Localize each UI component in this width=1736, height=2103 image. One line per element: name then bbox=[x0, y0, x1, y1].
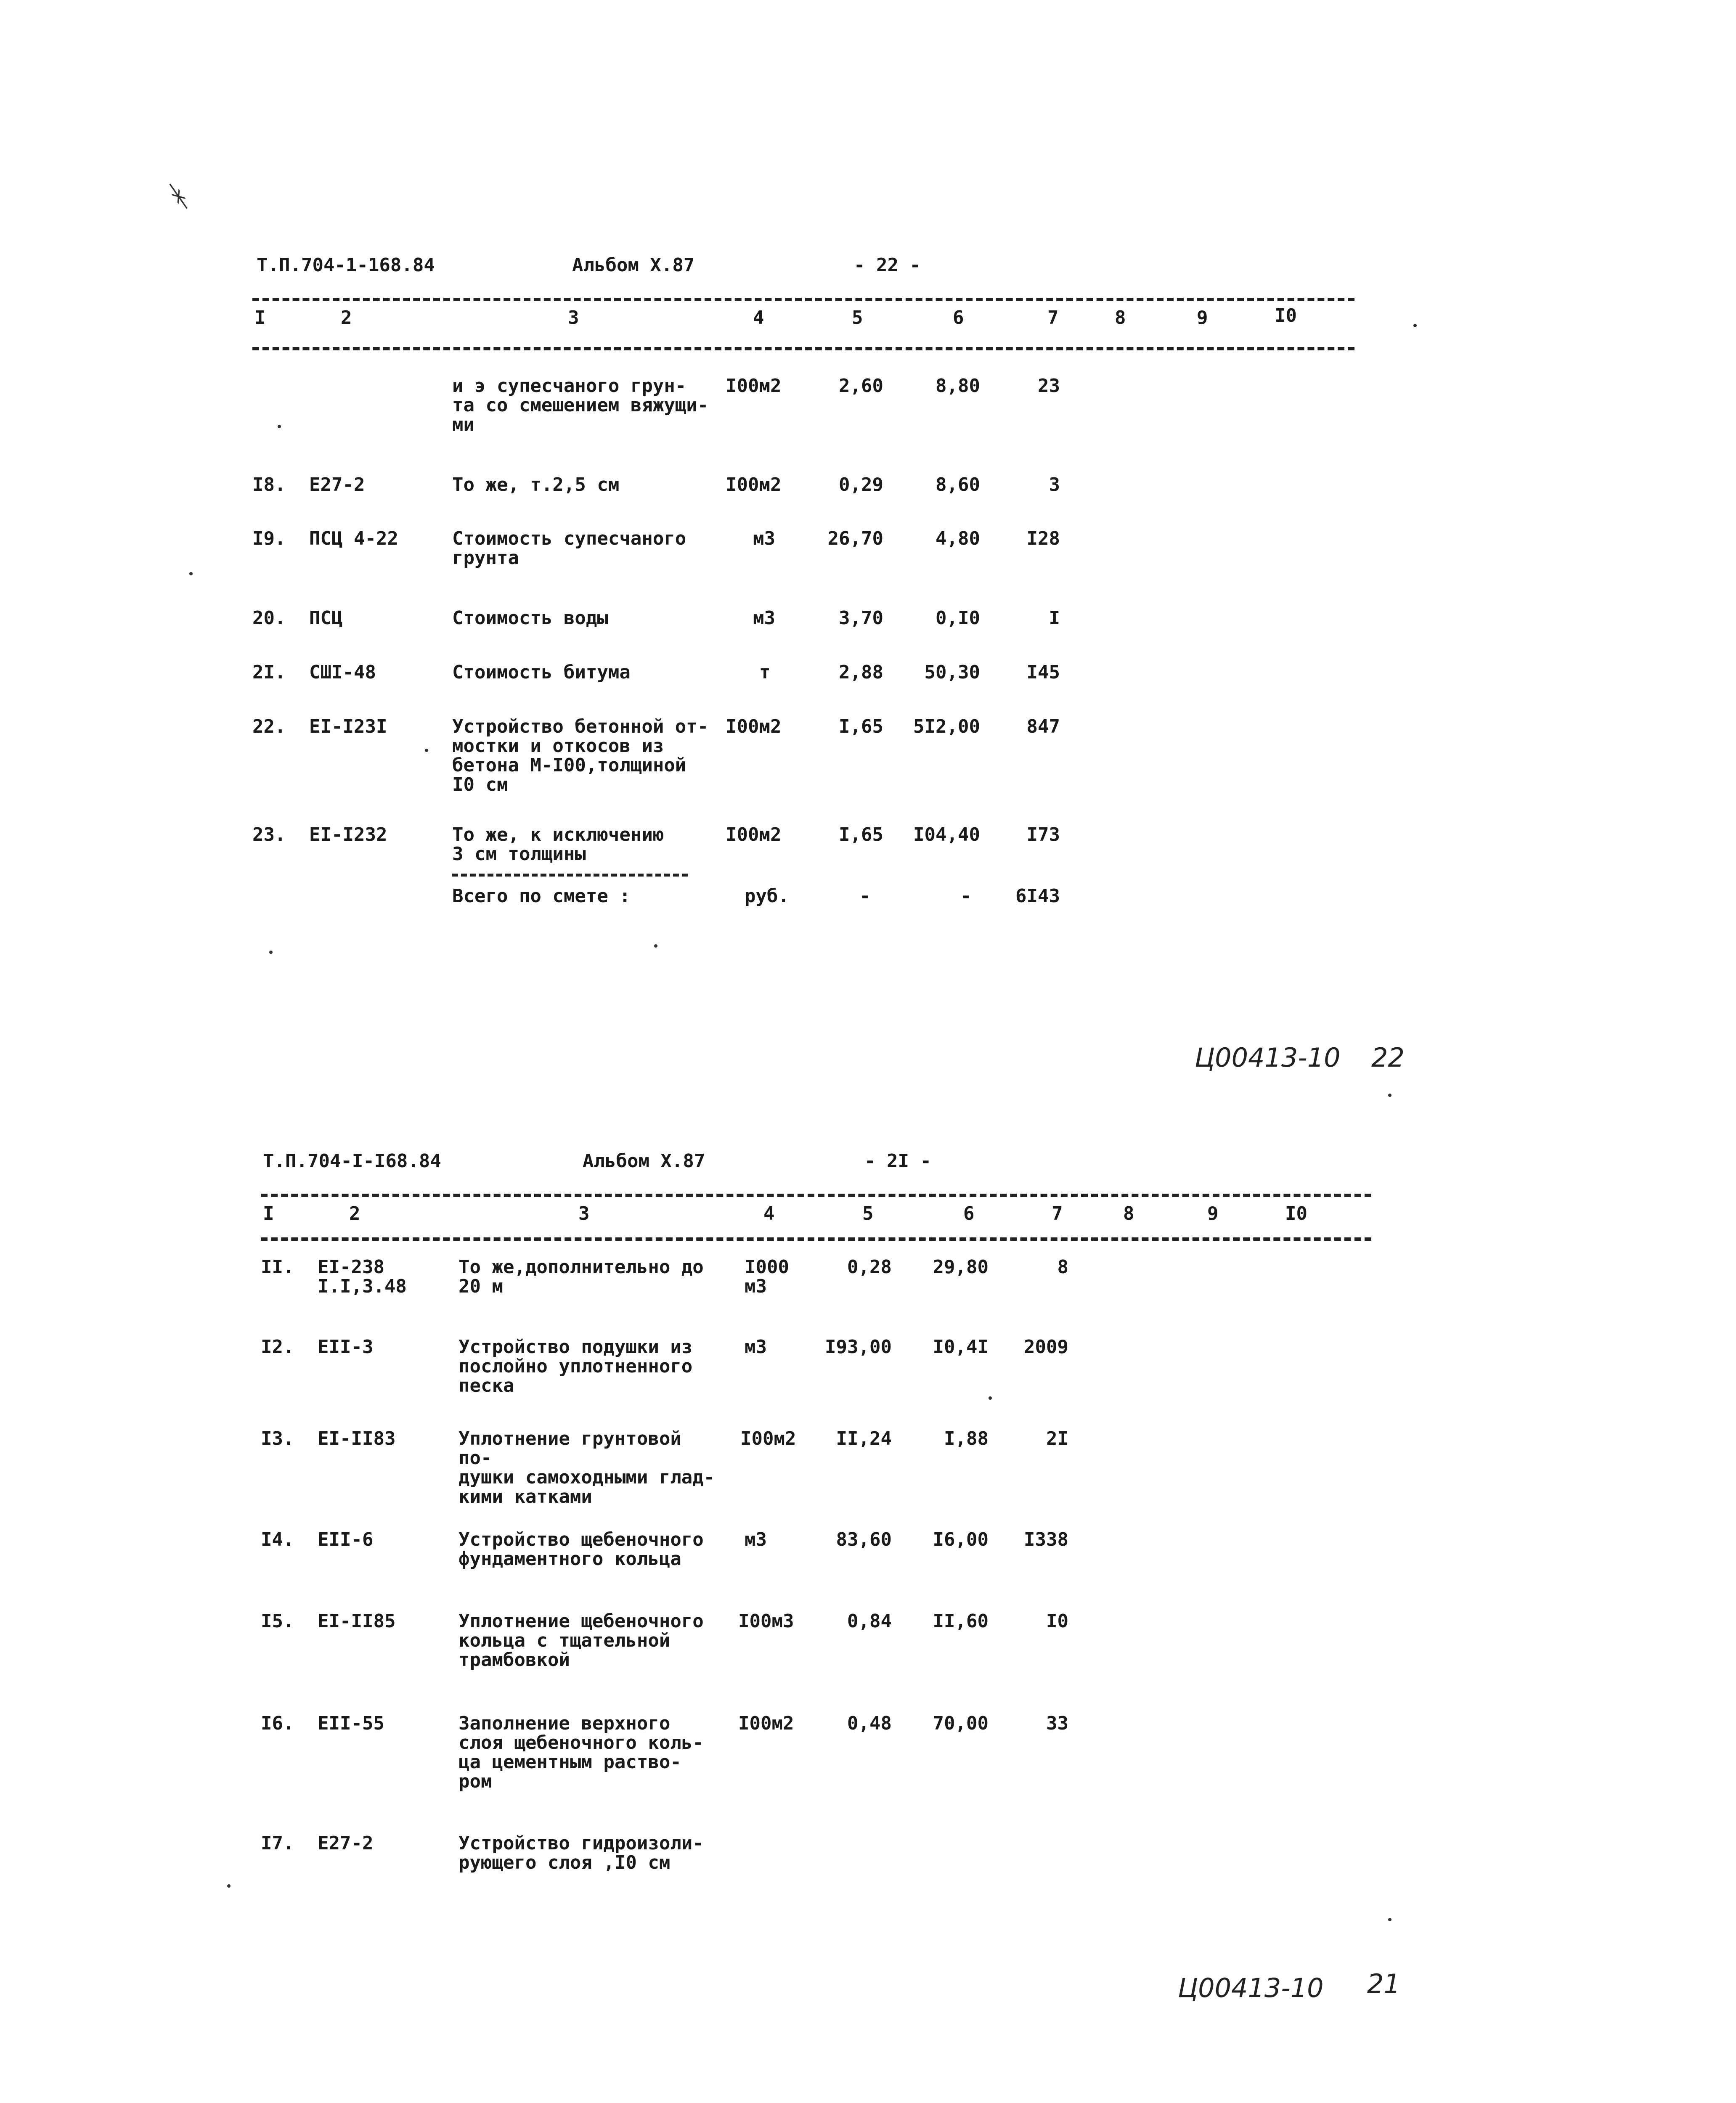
unit-price: II,60 bbox=[933, 1610, 989, 1632]
unit-price: 50,30 bbox=[924, 662, 980, 683]
total-cost: 23 bbox=[1038, 375, 1060, 397]
column-number: 9 bbox=[1207, 1203, 1219, 1224]
scan-speck bbox=[1388, 1918, 1391, 1921]
bottom-header-rule-1 bbox=[261, 1194, 1371, 1197]
column-number: 8 bbox=[1123, 1203, 1134, 1224]
scan-speck bbox=[278, 425, 281, 428]
quantity: 2,60 bbox=[839, 375, 883, 397]
work-name: Уплотнение грунтовой по- душки самоходными глад- кими катками bbox=[459, 1428, 715, 1507]
unit-price: I,88 bbox=[944, 1428, 989, 1449]
unit: м3 bbox=[745, 1529, 767, 1550]
row-number: I7. bbox=[261, 1833, 294, 1854]
work-name: Устройство бетонной от- мостки и откосов из бетона М-I00,толщиной I0 см bbox=[452, 716, 709, 795]
row-number: I4. bbox=[261, 1529, 294, 1550]
bottom-page-number: - 2I - bbox=[864, 1150, 931, 1172]
top-archive-cipher: Ц00413-10 bbox=[1195, 1042, 1341, 1073]
norm-code: Е27-2 bbox=[309, 474, 365, 495]
row-number: 23. bbox=[252, 824, 286, 845]
column-number: I bbox=[263, 1203, 274, 1224]
unit-price: 70,00 bbox=[933, 1713, 989, 1734]
top-header-rule-1 bbox=[252, 298, 1354, 301]
quantity: 26,70 bbox=[827, 528, 883, 549]
total-cost: I bbox=[1049, 607, 1060, 629]
unit: м3 bbox=[745, 1336, 767, 1358]
work-name: Устройство подушки из послойно уплотненного песка bbox=[459, 1336, 693, 1396]
unit: I00м2 bbox=[726, 375, 782, 397]
unit: I00м3 bbox=[738, 1610, 794, 1632]
quantity: 83,60 bbox=[836, 1529, 892, 1550]
row-number: 20. bbox=[252, 607, 286, 629]
column-number: 6 bbox=[963, 1203, 975, 1224]
top-page-number: - 22 - bbox=[854, 254, 921, 276]
norm-code: ПСЦ 4-22 bbox=[309, 528, 398, 549]
work-name: То же, к исключению 3 см толщины bbox=[452, 824, 664, 865]
work-name: Стоимость битума bbox=[452, 662, 631, 683]
unit-price: 0,I0 bbox=[936, 607, 980, 629]
quantity: I,65 bbox=[839, 824, 883, 845]
unit: т bbox=[759, 662, 771, 683]
row-number: I6. bbox=[261, 1713, 294, 1734]
quantity: 0,48 bbox=[847, 1713, 892, 1734]
column-number: 6 bbox=[953, 307, 964, 328]
quantity: 2,88 bbox=[839, 662, 883, 683]
quantity: I93,00 bbox=[825, 1336, 892, 1358]
norm-code: ЕI-238 I.I,3.48 bbox=[318, 1256, 407, 1297]
unit-price: 5I2,00 bbox=[913, 716, 980, 737]
column-number: 7 bbox=[1052, 1203, 1063, 1224]
total-cost: I338 bbox=[1024, 1529, 1068, 1550]
column-number: 3 bbox=[568, 307, 579, 328]
total-cost: 8 bbox=[1057, 1256, 1068, 1278]
total-cost: I0 bbox=[1046, 1610, 1068, 1632]
norm-code: СШI-48 bbox=[309, 662, 376, 683]
quantity: II,24 bbox=[836, 1428, 892, 1449]
bottom-album: Альбом Х.87 bbox=[583, 1150, 705, 1172]
norm-code: ЕII-55 bbox=[318, 1713, 384, 1734]
column-number: 2 bbox=[341, 307, 352, 328]
column-number: 9 bbox=[1197, 307, 1208, 328]
unit: I00м2 bbox=[738, 1713, 794, 1734]
scan-speck bbox=[989, 1396, 992, 1400]
quantity: 0,84 bbox=[847, 1610, 892, 1632]
norm-code: ЕI-II83 bbox=[318, 1428, 396, 1449]
top-doc-code: Т.П.704-1-168.84 bbox=[257, 254, 435, 276]
column-number: 2 bbox=[349, 1203, 360, 1224]
column-number: I0 bbox=[1275, 305, 1297, 326]
unit-price: 8,60 bbox=[936, 474, 980, 495]
scan-speck bbox=[189, 572, 193, 575]
total-price: - bbox=[960, 885, 972, 907]
unit: м3 bbox=[753, 607, 775, 629]
total-cost: 2009 bbox=[1024, 1336, 1068, 1358]
norm-code: ПСЦ bbox=[309, 607, 343, 629]
column-number: I0 bbox=[1285, 1203, 1307, 1224]
unit-price: I0,4I bbox=[933, 1336, 989, 1358]
bottom-header-rule-2 bbox=[261, 1237, 1371, 1241]
bottom-archive-cipher: Ц00413-10 bbox=[1178, 1973, 1324, 2003]
top-header-rule-2 bbox=[252, 347, 1354, 350]
unit-price: 29,80 bbox=[933, 1256, 989, 1278]
column-number: 5 bbox=[852, 307, 863, 328]
row-number: I3. bbox=[261, 1428, 294, 1449]
top-album: Альбом Х.87 bbox=[572, 254, 695, 276]
row-number: II. bbox=[261, 1256, 294, 1278]
column-number: I bbox=[254, 307, 266, 328]
scan-speck bbox=[227, 1884, 231, 1888]
total-sum: 6I43 bbox=[1015, 885, 1060, 907]
quantity: 3,70 bbox=[839, 607, 883, 629]
top-sheet-number: 22 bbox=[1371, 1042, 1405, 1073]
unit-price: I6,00 bbox=[933, 1529, 989, 1550]
total-cost: 847 bbox=[1026, 716, 1060, 737]
corner-handwritten-mark: ᚼ bbox=[159, 174, 198, 218]
total-cost: I73 bbox=[1026, 824, 1060, 845]
scan-speck bbox=[425, 749, 428, 752]
row-number: I2. bbox=[261, 1336, 294, 1358]
norm-code: ЕI-I23I bbox=[309, 716, 387, 737]
total-cost: 2I bbox=[1046, 1428, 1068, 1449]
column-number: 5 bbox=[862, 1203, 874, 1224]
quantity: I,65 bbox=[839, 716, 883, 737]
quantity: 0,29 bbox=[839, 474, 883, 495]
total-label: Всего по смете : bbox=[452, 885, 631, 907]
bottom-doc-code: Т.П.704-I-I68.84 bbox=[263, 1150, 441, 1172]
work-name: Уплотнение щебеночного кольца с тщательной трамбовкой bbox=[459, 1610, 704, 1671]
norm-code: ЕII-6 bbox=[318, 1529, 374, 1550]
scan-speck bbox=[1413, 324, 1417, 327]
work-name: и э супесчаного грун- та со смешением вяжущи- ми bbox=[452, 375, 709, 435]
total-cost: I28 bbox=[1026, 528, 1060, 549]
quantity: 0,28 bbox=[847, 1256, 892, 1278]
total-cost: 3 bbox=[1049, 474, 1060, 495]
column-number: 8 bbox=[1115, 307, 1126, 328]
unit: I00м2 bbox=[726, 716, 782, 737]
row-number: I8. bbox=[252, 474, 286, 495]
unit: м3 bbox=[753, 528, 775, 549]
column-number: 7 bbox=[1047, 307, 1059, 328]
norm-code: Е27-2 bbox=[318, 1833, 374, 1854]
unit-price: I04,40 bbox=[913, 824, 980, 845]
total-quantity: - bbox=[859, 885, 871, 907]
unit-price: 8,80 bbox=[936, 375, 980, 397]
work-name: Заполнение верхного слоя щебеночного коль- ца цементным раство- ром bbox=[459, 1713, 704, 1792]
unit: I00м2 bbox=[740, 1428, 796, 1449]
row-number: I5. bbox=[261, 1610, 294, 1632]
total-underline bbox=[452, 874, 688, 877]
scan-speck bbox=[654, 944, 657, 948]
row-number: I9. bbox=[252, 528, 286, 549]
unit: I00м2 bbox=[726, 824, 782, 845]
row-number: 22. bbox=[252, 716, 286, 737]
row-number: 2I. bbox=[252, 662, 286, 683]
unit: I000 м3 bbox=[745, 1256, 789, 1297]
total-unit: руб. bbox=[745, 885, 789, 907]
total-cost: 33 bbox=[1046, 1713, 1068, 1734]
work-name: Стоимость супесчаного грунта bbox=[452, 528, 686, 569]
column-number: 4 bbox=[763, 1203, 775, 1224]
work-name: Стоимость воды bbox=[452, 607, 608, 629]
norm-code: ЕII-3 bbox=[318, 1336, 374, 1358]
work-name: Устройство щебеночного фундаментного кольца bbox=[459, 1529, 704, 1570]
bottom-sheet-number: 21 bbox=[1367, 1968, 1400, 1999]
column-number: 3 bbox=[578, 1203, 590, 1224]
norm-code: ЕI-I232 bbox=[309, 824, 387, 845]
unit: I00м2 bbox=[726, 474, 782, 495]
total-cost: I45 bbox=[1026, 662, 1060, 683]
scan-speck bbox=[1388, 1094, 1391, 1097]
work-name: То же,дополнительно до 20 м bbox=[459, 1256, 704, 1297]
column-number: 4 bbox=[753, 307, 764, 328]
norm-code: ЕI-II85 bbox=[318, 1610, 396, 1632]
unit-price: 4,80 bbox=[936, 528, 980, 549]
work-name: Устройство гидроизоли- рующего слоя ,I0 см bbox=[459, 1833, 704, 1873]
work-name: То же, т.2,5 см bbox=[452, 474, 620, 495]
scan-speck bbox=[269, 951, 273, 954]
